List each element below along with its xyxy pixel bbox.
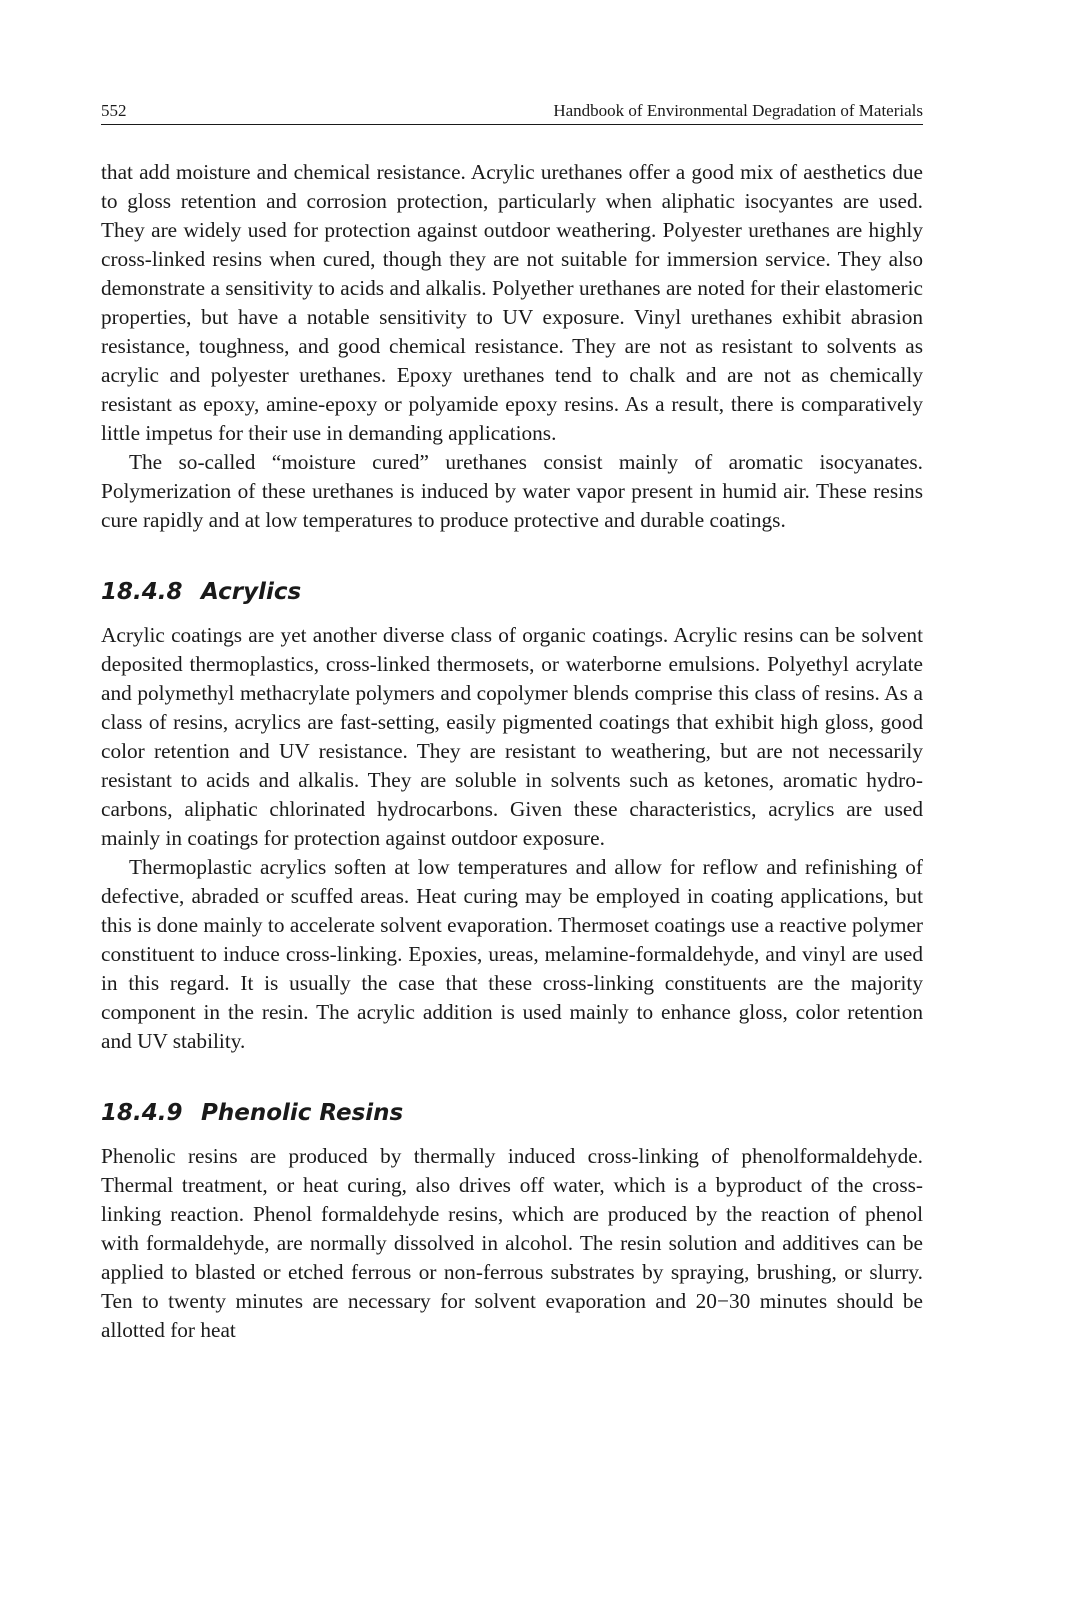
paragraph-phenolic-resins: Phenolic resins are produced by thermally induced cross-linking of phenolformaldehyde. Thermal treatment, or heat curing, also drives off water, which is a byproduct of the cross-linking reaction. Phenol formaldehyde resins, which are produced by the reaction of phenol with formaldehyde, are normally dissolved in alcohol. The resin solution and additives can be applied to blasted or etched ferrous or non-ferrous substrates by spraying, brushing, or slurry. Ten to twenty minutes are necessary for solvent evaporation and 20−30 minutes should be allotted for heat: [101, 1144, 923, 1342]
running-header: [101, 98, 923, 125]
section-heading-acrylics: [101, 578, 923, 607]
paragraph-moisture-cured: The so-called “moisture cured” urethanes consist mainly of aromatic isocyanates. Polymerization of these urethanes is induced by water vapor present in humid air. These resins cure rapidly and at low temperatures to produce protective and durable coatings.: [101, 450, 923, 532]
section-number: 18.4.9: [101, 1100, 183, 1126]
section-heading-phenolic-resins: [101, 1099, 923, 1128]
page-number: 552: [101, 101, 127, 120]
book-title: Handbook of Environmental Degradation of Materials: [553, 101, 923, 120]
paragraph-thermoplastic-acrylics: Thermoplastic acrylics soften at low temperatures and allow for reflow and refinishing of defective, abraded or scuffed areas. Heat curing may be employed in coating applications, but this is done mainly to accelerate solvent evaporation. Thermoset coatings use a reactive polymer constituent to induce cross-linking. Epoxies, ureas, melamine-formaldehyde, and vinyl are used in this regard. It is usually the case that these cross-linking constituents are the majority component in the resin. The acrylic addition is used mainly to enhance gloss, color retention and UV stability.: [101, 855, 923, 1053]
body-text: [101, 158, 923, 1345]
section-number: 18.4.8: [101, 579, 183, 605]
section-title: Phenolic Resins: [201, 1100, 404, 1126]
section-title: Acrylics: [201, 579, 302, 605]
paragraph-acrylic-coatings: Acrylic coatings are yet another diverse class of organic coatings. Acrylic resins can be solvent deposited thermoplastics, cross-linked thermosets, or waterborne emulsions. Polyethyl acrylate and polymethyl methacrylate polymers and copolymer blends comprise this class of resins. As a class of resins, acrylics are fast-setting, easily pigmented coatings that exhibit high gloss, good color retention and UV resistance. They are resistant to weathering, but are not necessarily resistant to acids and alkalis. They are soluble in solvents such as ketones, aromatic hydrocarbons, aliphatic chlorinated hydrocarbons. Given these characteristics, acrylics are used mainly in coatings for protection against outdoor exposure.: [101, 623, 923, 850]
paragraph-urethanes: that add moisture and chemical resistance. Acrylic urethanes offer a good mix of aesthetics due to gloss retention and corrosion protection, particularly when aliphatic isocyantes are used. They are widely used for protection against outdoor weathering. Polyester urethanes are highly cross-linked resins when cured, though they are not suitable for immersion service. They also demonstrate a sensitivity to acids and alkalis. Polyether urethanes are noted for their elastomeric properties, but have a notable sensitivity to UV exposure. Vinyl urethanes exhibit abrasion resistance, toughness, and good chemical resistance. They are not as resistant to solvents as acrylic and polyester urethanes. Epoxy urethanes tend to chalk and are not as chemically resistant as epoxy, amine-epoxy or polyamide epoxy resins. As a result, there is comparatively little impetus for their use in demanding applications.: [101, 160, 923, 445]
